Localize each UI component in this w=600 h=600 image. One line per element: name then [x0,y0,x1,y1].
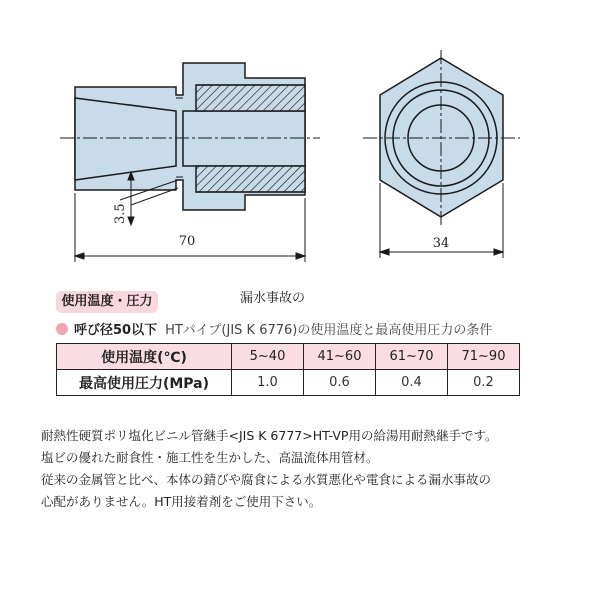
technical-drawing [0,0,600,290]
caption-text: 漏水事故の [240,291,306,306]
thread-hatch-top [196,85,305,111]
end-view [363,50,520,228]
side-section-view [60,63,320,210]
socket-bore [75,98,176,180]
bullet-icon [56,323,68,335]
table-cell: 5~40 [232,344,304,370]
table-row [57,344,520,370]
condition-line [56,319,492,338]
thickness-dim-label: 3.5 [113,203,128,224]
table-cell: 71~90 [448,344,520,370]
length-dim-label: 70 [178,234,196,249]
condition-size: 呼び径50以下 [74,323,158,338]
description-line: 耐熱性硬質ポリ塩化ビニル管継手<JIS K 6777>HT-VP用の給湯用耐熱継手です。 [41,428,498,443]
condition-text: HTパイプ(JIS K 6776)の使用温度と最高使用圧力の条件 [165,323,493,338]
table-cell: 61~70 [376,344,448,370]
description-line: 心配がありません。HT用接着剤をご使用下さい。 [41,494,322,509]
row-header: 最高使用圧力(MPa) [57,370,232,396]
product-description [41,425,586,513]
thread-hatch-bottom [196,166,305,192]
description-line: 塩ビの優れた耐食性・施工性を生かした、高温流体用管材。 [41,450,379,465]
width-dim-label: 34 [432,236,450,251]
table-cell: 1.0 [232,370,304,396]
description-line: 従来の金属管と比べ、本体の錆びや腐食による水質悪化や電食による漏水事故の [41,472,492,487]
table-row [57,370,520,396]
row-header: 使用温度(℃) [57,344,232,370]
table-cell: 0.4 [376,370,448,396]
spec-table [56,343,520,396]
table-cell: 0.6 [304,370,376,396]
table-cell: 41~60 [304,344,376,370]
table-cell: 0.2 [448,370,520,396]
usage-badge: 使用温度・圧力 [56,291,158,313]
